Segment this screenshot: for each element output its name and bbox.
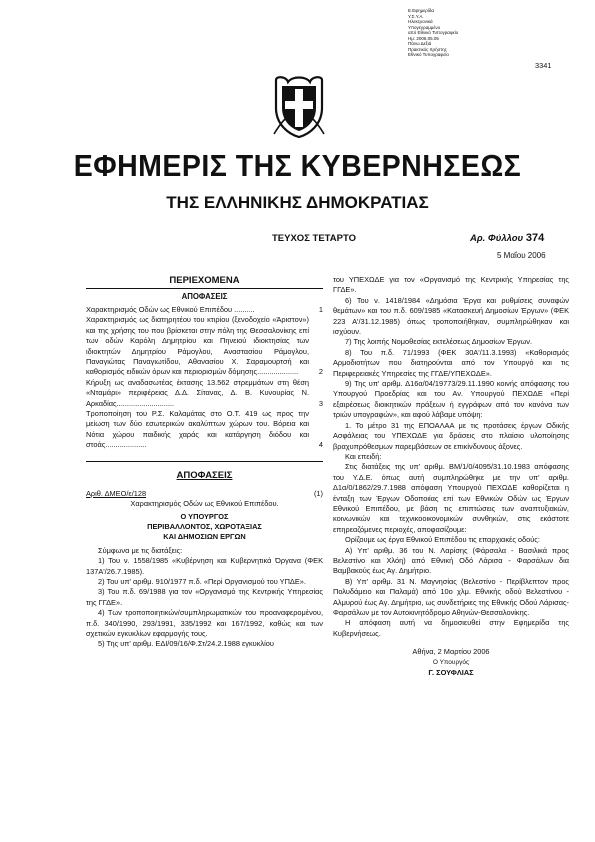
contents-item-text: Κήρυξη ως αναδασωτέας έκτασης 13.562 στρεμμάτων στη θέση «Νταμάρι» περιφέρειας Δ.Δ. Σίτανας, Δ. Β. Κυνουρίας Ν. Αρκαδίας............................	[86, 377, 309, 408]
paragraph: A) Υπ' αριθμ. 36 του Ν. Λαρίσης (Φάρσαλα - Βασιλικά προς Βελεστίνο και Χλόη) από Εθνική Οδό Λάρισα - Φαρσάλων δια Βαμβακούς έως Αγ. Δημήτριο.	[333, 545, 569, 576]
signatory-name: Γ. ΣΟΥΦΛΙΑΣ	[428, 668, 474, 678]
place-date: Αθήνα, 2 Μαρτίου 2006	[412, 647, 490, 657]
decision-reference-row	[86, 489, 323, 499]
decision-number: (1)	[313, 488, 323, 498]
sheet-number-block	[470, 232, 544, 244]
esignature-line: Ε.Εφημερίδα	[408, 8, 434, 13]
right-column	[333, 275, 569, 678]
page-number: 3341	[535, 61, 552, 70]
paragraph: Στις διατάξεις της υπ' αριθμ. ΒΜ/1/0/4095/31.10.1983 απόφασης του Υ.Δ.Ε. όπως αυτή συμπληρώθηκε με την υπ' αριθμ. Δ1α/0/1862/29.7.1988 απόφαση Υπουργού ΠΕΧΩΔΕ καθορίζεται η ένταξη των Έργων Οδοποιίας επί των Εθνικών Οδών ως Έργων Εθνικού Επιπέδου, με βάση τις επιπτώσεις των αναπτυξιακών, κοινωνικών και τεχνικοοικονομικών συνθηκών, στις εκάστοτε επηρεαζόμενες περιοχές, αποφασίζουμε:	[333, 462, 569, 534]
paragraph: 6) Του ν. 1418/1984 «Δημόσια Έργα και ρυθμίσεις συναφών θεμάτων» και του π.δ. 609/1985 «Κατασκευή Δημοσίων Έργων» (ΦΕΚ 223 Α'/31.12.1985) όπως τροποποιήθηκαν, συμπληρώθηκαν και ισχύουν.	[333, 295, 569, 337]
decisions-heading: ΑΠΟΦΑΣΕΙΣ	[176, 469, 233, 481]
esignature-line: Πρακτικός Χρήστης	[408, 46, 447, 52]
contents-heading: ΠΕΡΙΕΧΟΜΕΝΑ	[169, 275, 240, 286]
authority-line: ΚΑΙ ΔΗΜΟΣΙΩΝ ΕΡΓΩΝ	[163, 532, 246, 542]
authority-line: ΠΕΡΙΒΑΛΛΟΝΤΟΣ, ΧΩΡΟΤΑΞΙΑΣ	[147, 521, 262, 531]
esignature-line: Πάνω Δεξιά	[408, 41, 432, 46]
paragraph: Σύμφωνα με τις διατάξεις:	[98, 545, 183, 555]
sheet-label: Αρ. Φύλλου	[470, 233, 524, 244]
sheet-number: 374	[525, 232, 545, 244]
contents-divider	[86, 288, 323, 289]
contents-item-text: Χαρακτηρισμός ως διατηρητέου του κτιρίου (ξενοδοχείο «Άριστον») και της χρήσης του που βρίσκεται στην πόλη της Θεσσαλονίκης επί των οδών Καρόλη Δημητρίου και Πηνειού ιδιοκτησίας των ιδιοκτητών Δημητρίου Ράμογλου, Αναστασίου Ράμογλου, Παναγιώτας Παναγιωτίδου, Αθανασίου Χ. Σαραμουρτσή και καθορισμός ειδικών όρων και περιορισμών δόμησης....................	[86, 315, 309, 377]
paragraph: 5) Της υπ' αριθμ. ΕΔΙ/09/16/Φ.Στ/24.2.1988 εγκυκλίου	[98, 639, 274, 649]
esignature-line: Υπογεγραμμένο	[408, 24, 441, 30]
paragraph: 8) Του π.δ. 71/1993 (ΦΕΚ 30Α'/11.3.1993) «Καθορισμός Αρμοδιοτήτων που διατηρούνται από τον Υπουργό και τις Περιφερειακές Υπηρεσίες της ΓΓΔΕ/ΥΠΕΧΩΔΕ».	[333, 347, 569, 378]
paragraph: 1. Το μέτρο 31 της ΕΠΟΑΛΑΑ με τις προτάσεις έργων Οδικής Ασφάλειας του ΥΠΕΧΩΔΕ για δράσεις στο πλαίσιο υλοποίησης βραχυπρόθεσμων παρεμβάσεων σε επικίνδυνους άξονες.	[333, 420, 569, 451]
paragraph: 2) Του υπ' αριθμ. 910/1977 π.δ. «Περί Οργανισμού του ΥΠΔΕ».	[98, 576, 306, 586]
decision-reference: Αριθ. ΔΜΕΟ/ε/128	[86, 488, 147, 498]
esignature-line: Υ.Σ.Υ.Α.	[408, 13, 424, 19]
issue-label: ΤΕΥΧΟΣ ΤΕΤΑΡΤΟ	[272, 233, 356, 244]
paragraph: 4) Των τροποποιητικών/συμπληρωματικών του προαναφερομένου, π.δ. 340/1990, 293/1991, 335/1992 και 167/1992, καθώς και των σχετικών εγκυκλίων εφαρμογής τους.	[86, 608, 323, 638]
contents-end-rule	[86, 451, 323, 462]
esignature-line: Εθνικό Τυπογραφείο	[408, 52, 449, 57]
contents-item-text: Χαρακτηρισμός Οδών ως Εθνικού Επιπέδου ..........	[86, 305, 255, 314]
paragraph: 1) Του ν. 1558/1985 «Κυβέρνηση και Κυβερνητικά Όργανα (ΦΕΚ 137Α'/26.7.1985).	[86, 556, 323, 576]
paragraph: 7) Της λοιπής Νομοθεσίας εκτελέσεως Δημοσίων Έργων.	[345, 337, 533, 347]
masthead-subtitle: ΤΗΣ ΕΛΛΗΝΙΚΗΣ ΔΗΜΟΚΡΑΤΙΑΣ	[166, 193, 429, 212]
esignature-block	[408, 8, 464, 58]
decision-title: Χαρακτηρισμός Οδών ως Εθνικού Επιπέδου.	[130, 499, 279, 509]
coat-of-arms-emblem	[270, 74, 328, 138]
paragraph: 3) Του π.δ. 69/1988 για τον «Οργανισμό της Κεντρικής Υπηρεσίας της ΓΓΔΕ».	[86, 587, 323, 607]
paragraph: 9) Της υπ' αριθμ. Δ16α/04/19773/29.11.1990 κοινής απόφασης του Υπουργού Προεδρίας και του Αν. Υπουργού ΠΕΧΩΔΕ «Περί εξαιρέσεως διοικητικών πράξεων ή εγγράφων από τον κανόνα των τριών υπογραφών», και αφού λάβαμε υπόψη:	[333, 379, 569, 420]
authority-line: Ο ΥΠΟΥΡΓΟΣ	[180, 511, 229, 521]
left-column	[86, 275, 323, 650]
contents-item-number: 2	[318, 367, 323, 377]
contents-item	[86, 378, 323, 409]
contents-subheading: ΑΠΟΦΑΣΕΙΣ	[181, 292, 228, 301]
paragraph: Η απόφαση αυτή να δημοσιευθεί στην Εφημερίδα της Κυβερνήσεως.	[333, 618, 569, 638]
contents-item	[86, 305, 323, 315]
paragraph: του ΥΠΕΧΩΔΕ για τον «Οργανισμό της Κεντρικής Υπηρεσίας της ΓΓΔΕ».	[333, 275, 569, 295]
paragraph: Ορίζουμε ως έργα Εθνικού Επιπέδου τις επαρχιακές οδούς:	[345, 535, 540, 545]
contents-item-number: 3	[318, 398, 323, 408]
contents-list	[86, 305, 323, 451]
contents-item	[86, 315, 323, 377]
paragraph: B) Υπ' αριθμ. 31 Ν. Μαγνησίας (Βελεστίνο - Περίβλεπτον προς Πολυδάμειο και Παλαμά) από 10ο χλμ. Εθνικής οδού Βελεστίνου - Αλμυρού έως Αγ. Δημήτριο, ως συνδετήριες της Εθνικής Οδού Λάρισας-Φαρσάλων με τον Αυτοκινητόδρομο Αθηνών-Θεσσαλονίκης.	[333, 576, 569, 617]
esignature-line: από Εθνικό Τυπογραφείο	[408, 30, 459, 35]
issue-date: 5 Μαΐου 2006	[497, 251, 546, 260]
contents-item	[86, 409, 323, 451]
contents-item-number: 4	[318, 440, 323, 450]
contents-item-number: 1	[318, 305, 323, 314]
esignature-line: Ηλεκτρονικά	[408, 19, 433, 24]
signoff-title: Ο Υπουργός	[432, 658, 470, 666]
contents-item-text: Τροποποίηση του Ρ.Σ. Καλαμάτας στο Ο.Τ. 419 ως προς την μείωση των δύο εσωτερικών ακαλύπτων χώρων του. Βόρεια και Νότια χώρου παιδικής χαράς και κατάργηση διόδου και στοάς....................	[86, 409, 309, 450]
paragraph: Και επειδή:	[345, 451, 382, 461]
esignature-line: Ημ: 2006.05.05	[408, 35, 439, 41]
masthead-title: ΕΦΗΜΕΡΙΣ ΤΗΣ ΚΥΒΕΡΝΗΣΕΩΣ	[73, 148, 522, 183]
